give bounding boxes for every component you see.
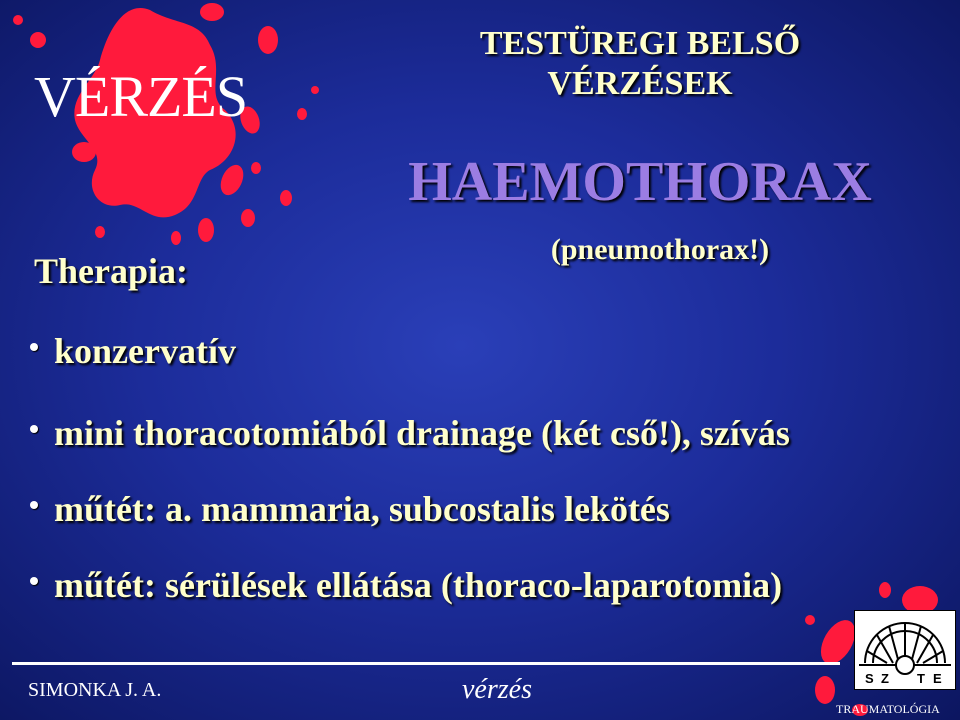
logo-letter: Z xyxy=(881,671,889,686)
footer-author: SIMONKA J. A. xyxy=(28,679,162,701)
bullet-icon xyxy=(30,577,38,585)
header-line-2: VÉRZÉSEK xyxy=(547,65,733,102)
header-line-1: TESTÜREGI BELSŐ xyxy=(479,25,801,62)
logo-letter: S xyxy=(865,671,874,686)
slide-title: VÉRZÉS xyxy=(34,64,248,129)
bullet-icon xyxy=(30,343,38,351)
list-item xyxy=(30,564,782,606)
footer-topic: vérzés xyxy=(462,674,532,705)
logo-letter: E xyxy=(933,671,942,686)
footer-divider xyxy=(12,662,840,665)
slide-subnote: (pneumothorax!) xyxy=(550,233,770,266)
list-item xyxy=(30,412,790,454)
bullet-icon xyxy=(30,425,38,433)
list-item xyxy=(30,330,236,372)
blood-splat-icon xyxy=(0,0,330,260)
bullet-text: konzervatív xyxy=(54,331,236,371)
bullet-text: műtét: sérülések ellátása (thoraco-laparotomia) xyxy=(54,565,783,605)
bullet-text: műtét: a. mammaria, subcostalis lekötés xyxy=(54,489,670,529)
slide-header xyxy=(380,24,900,104)
bullet-text: mini thoracotomiából drainage (két cső!), szívás xyxy=(54,413,790,453)
bullet-icon xyxy=(30,501,38,509)
logo-letter: T xyxy=(917,671,925,686)
therapy-label: Therapia: xyxy=(34,251,189,291)
slide-subject: HAEMOTHORAX xyxy=(408,151,872,213)
szte-logo-graphic xyxy=(855,611,955,689)
logo-caption: TRAUMATOLÓGIA xyxy=(836,702,940,716)
szte-logo-icon xyxy=(854,610,956,690)
list-item xyxy=(30,488,670,530)
